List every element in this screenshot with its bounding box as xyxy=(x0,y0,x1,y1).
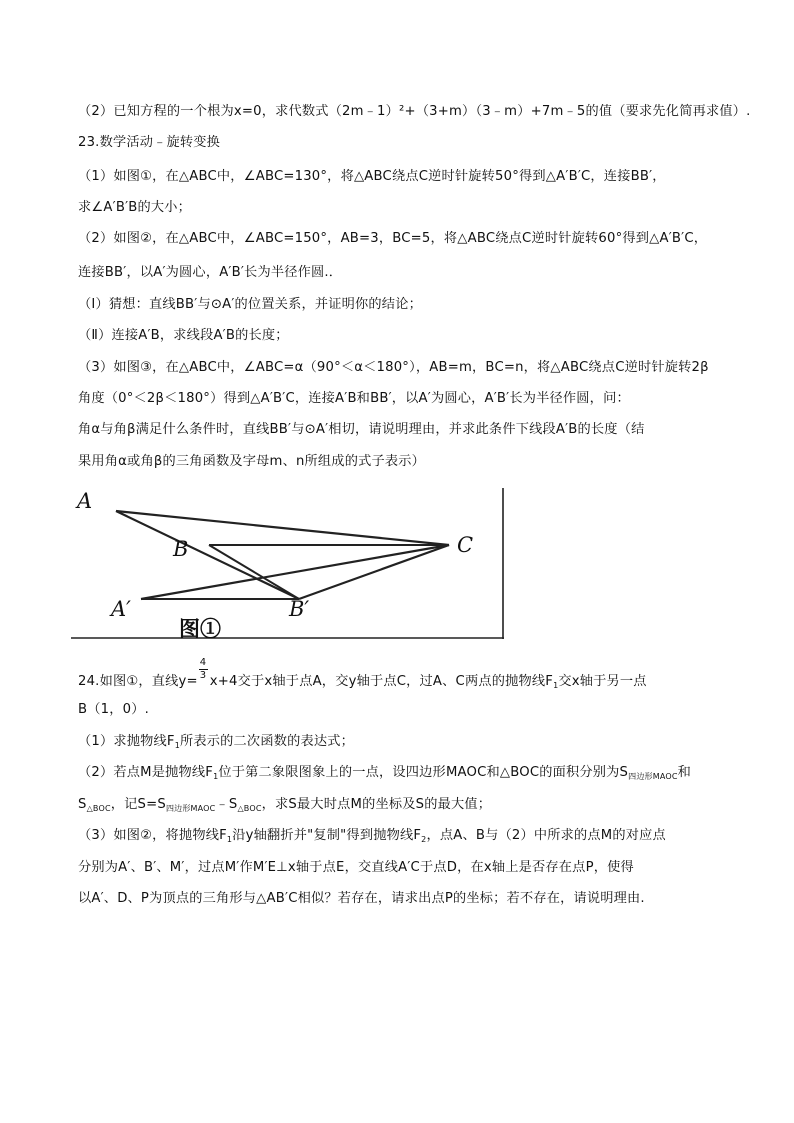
q24-line1 xyxy=(78,657,647,695)
q24-part1 xyxy=(78,733,354,755)
q24-p3-text-b: 沿y轴翻折并"复制"得到抛物线F xyxy=(232,828,422,843)
question-22-part-2: （2）已知方程的一个根为x=0，求代数式（2m﹣1）²+（3+m）（3﹣m）+7m﹣5的值（要求先化简再求值）. xyxy=(78,104,751,119)
q23-part3-line2: 角度（0°＜2β＜180°）得到△A′B′C，连接A′B和BB′，以A′为圆心，A′B′长为半径作圆，问： xyxy=(78,391,630,406)
q24-line1-text-c: 交x轴于另一点 xyxy=(558,674,647,689)
question-23-title: 23.数学活动﹣旋转变换 xyxy=(78,135,221,150)
q24-part3-line2: 分别为A′、B′、M′，过点M′作M′E⊥x轴于点E，交直线A′C于点D，在x轴上是否存在点P，使得 xyxy=(78,860,634,875)
q24-p3-text-a: （3）如图②，将抛物线F xyxy=(78,828,227,843)
segment-B-prime-C xyxy=(299,545,449,599)
q24-p1-text-b: 所表示的二次函数的表达式； xyxy=(180,734,355,749)
figure-1 xyxy=(71,488,505,640)
q24-p2-text-a: （2）若点M是抛物线F xyxy=(78,765,214,780)
q24-p2-text-c: 和 xyxy=(677,765,692,780)
subscript: △BOC xyxy=(86,804,111,813)
fraction-denominator: 3 xyxy=(199,670,207,681)
fraction-numerator: 4 xyxy=(199,657,207,668)
subscript: 四边形MAOC xyxy=(628,772,678,781)
subscript: 1 xyxy=(226,835,233,844)
q24-line1-text-b: x+4交于x轴于点A，交y轴于点C，过A、C两点的抛物线F xyxy=(209,674,554,689)
label-A: A xyxy=(77,489,93,513)
segment-AB-prime xyxy=(116,511,299,599)
label-B: B xyxy=(173,537,189,561)
label-C: C xyxy=(457,533,474,557)
subscript: △BOC xyxy=(237,804,262,813)
geometry-figure xyxy=(71,488,505,640)
label-A-prime: A′ xyxy=(111,597,131,621)
subscript: 1 xyxy=(174,741,180,750)
q24-p2l2-text-b: ，记S=S xyxy=(110,797,166,812)
subscript: 2 xyxy=(421,835,427,844)
q24-p2l2-text-c: ﹣S xyxy=(215,797,238,812)
q23-part2-ii: （Ⅱ）连接A′B，求线段A′B的长度； xyxy=(78,328,289,343)
segment-BB-prime xyxy=(209,545,299,599)
subscript: 1 xyxy=(553,681,559,690)
q24-p1-text-a: （1）求抛物线F xyxy=(78,734,175,749)
q23-part2-line2: 连接BB′，以A′为圆心，A′B′长为半径作圆.． xyxy=(78,265,343,280)
q23-part1-line1: （1）如图①，在△ABC中，∠ABC=130°，将△ABC绕点C逆时针旋转50°得到△A′B′C，连接BB′， xyxy=(78,169,666,184)
q23-part3-line3: 角α与角β满足什么条件时，直线BB′与⊙A′相切，请说明理由，并求此条件下线段A′B的长度（结 xyxy=(78,422,645,437)
q23-part3-line4: 果用角α或角β的三角函数及字母m、n所组成的式子表示） xyxy=(78,454,426,469)
q24-p2-text-b: 位于第二象限图象上的一点，设四边形MAOC和△BOC的面积分别为S xyxy=(218,765,629,780)
q23-part1-line2: 求∠A′B′B的大小； xyxy=(78,200,192,215)
q24-line1-text-a: 24.如图①，直线y= xyxy=(78,674,198,689)
q24-part2-line2 xyxy=(78,796,491,818)
q23-part2-i: （Ⅰ）猜想：直线BB′与⊙A′的位置关系，并证明你的结论； xyxy=(78,297,422,312)
subscript: 1 xyxy=(213,772,219,781)
subscript: 四边形MAOC xyxy=(165,804,216,813)
q24-part3-line1 xyxy=(78,827,666,849)
q24-p2l2-text-a: S xyxy=(78,797,87,812)
q23-part3-line1: （3）如图③，在△ABC中，∠ABC=α（90°＜α＜180°），AB=m，BC=n，将△ABC绕点C逆时针旋转2β xyxy=(78,360,709,375)
segment-AC xyxy=(116,511,449,545)
q24-part2-line1 xyxy=(78,764,691,786)
q24-part3-line3: 以A′、D、P为顶点的三角形与△AB′C相似？若存在，请求出点P的坐标；若不存在，请说明理由. xyxy=(78,891,645,906)
q24-p2l2-text-d: ，求S最大时点M的坐标及S的最大值； xyxy=(261,797,492,812)
q24-line2: B（1，0）. xyxy=(78,702,149,717)
fraction-4-3 xyxy=(199,657,209,690)
q24-p3-text-c: ，点A、B与（2）中所求的点M的对应点 xyxy=(426,828,666,843)
figure-caption: 图① xyxy=(179,616,221,640)
label-B-prime: B′ xyxy=(289,597,310,621)
q23-part2-line1: （2）如图②，在△ABC中，∠ABC=150°，AB=3，BC=5，将△ABC绕点C逆时针旋转60°得到△A′B′C， xyxy=(78,231,708,246)
